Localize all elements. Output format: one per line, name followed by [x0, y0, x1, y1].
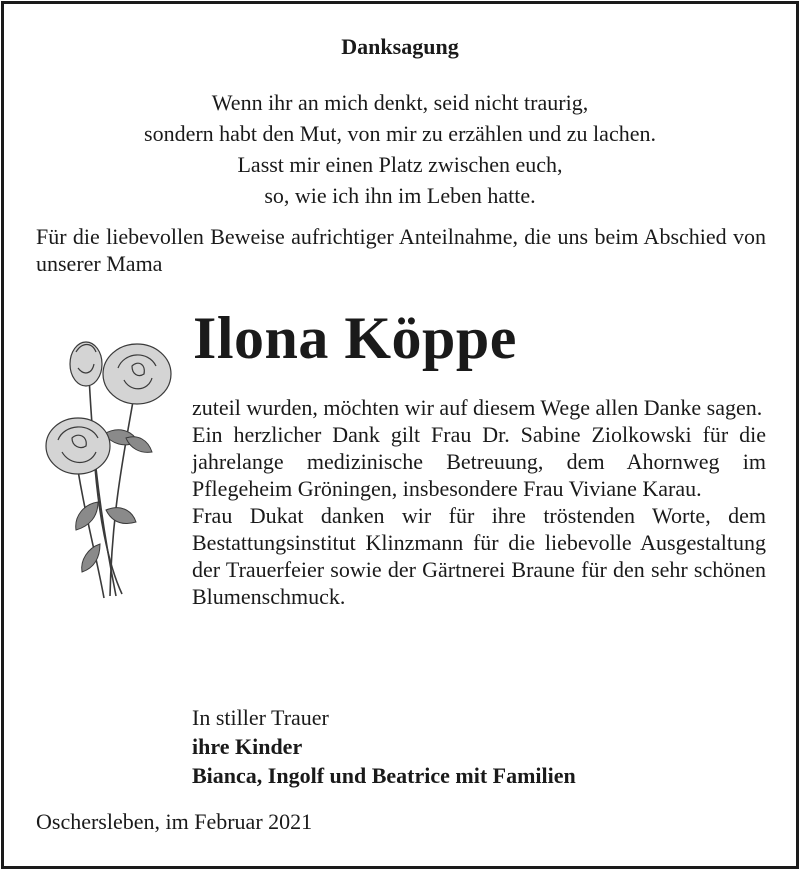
- poem-line: Wenn ihr an mich denkt, seid nicht traurig,: [211, 90, 589, 115]
- place-and-date: Oschersleben, im Februar 2021: [36, 809, 313, 834]
- intro-text: Für die liebevollen Beweise aufrichtiger Anteilnahme, die uns beim Abschied von unserer Mama: [36, 224, 766, 276]
- acknowledgement-paragraph: Frau Dukat danken wir für ihre tröstenden Worte, dem Bestattungsinstitut Klinzmann für die liebevolle Ausgestaltung der Trauerfeier sowie der Gärtnerei Braune für den sehr schönen Blumenschmuck.: [192, 503, 766, 609]
- notice-heading: Danksagung: [341, 34, 459, 59]
- poem-line: sondern habt den Mut, von mir zu erzählen und zu lachen.: [144, 121, 656, 146]
- poem-line: so, wie ich ihn im Leben hatte.: [264, 183, 536, 208]
- signature-block: [192, 703, 576, 790]
- acknowledgement-text: [192, 394, 766, 610]
- signature-mourning-line: In stiller Trauer: [192, 705, 329, 730]
- signature-names: Bianca, Ingolf und Beatrice mit Familien: [192, 763, 576, 788]
- obituary-frame: [1, 1, 799, 869]
- deceased-name: Ilona Köppe: [193, 305, 517, 371]
- signature-relation: ihre Kinder: [192, 734, 303, 759]
- acknowledgement-paragraph: zuteil wurden, möchten wir auf diesem Wege allen Danke sagen.: [192, 395, 763, 420]
- acknowledgement-paragraph: Ein herzlicher Dank gilt Frau Dr. Sabine Ziolkowski für die jahrelange medizinische Betreuung, dem Ahornweg im Pflegeheim Gröningen, insbesondere Frau Viviane Karau.: [192, 422, 766, 501]
- poem-line: Lasst mir einen Platz zwischen euch,: [237, 152, 563, 177]
- roses-illustration-icon: [34, 334, 184, 604]
- poem: [4, 87, 796, 211]
